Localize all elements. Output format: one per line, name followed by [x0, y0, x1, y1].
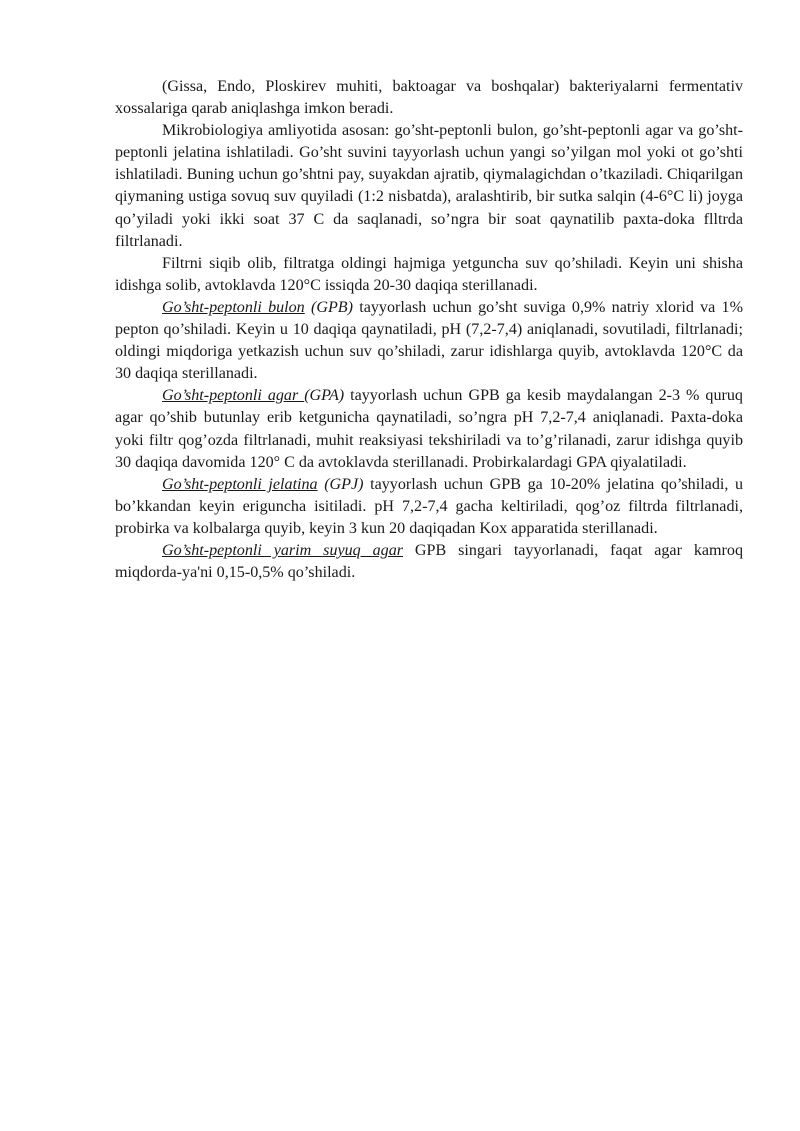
term-gpa: Go’sht-peptonli agar: [162, 387, 305, 405]
paragraph-text: GPB singari tayyorlanadi, faqat agar kamroq miqdorda-ya'ni 0,15-0,5% qo’shiladi.: [115, 541, 743, 582]
paragraph-gpb: [115, 297, 743, 385]
abbr-gpj: (GPJ): [317, 475, 364, 493]
paragraph-gpj: [115, 474, 743, 540]
paragraph-media-differential: [115, 76, 743, 120]
paragraph-text: Filtrni siqib olib, filtratga oldingi hajmiga yetguncha suv qo’shiladi. Keyin uni shisha idishga solib, avtoklavda 120°C issiqda 20-30 daqiqa sterillanadi.: [115, 254, 743, 294]
paragraph-text: tayyorlash uchun go’sht suviga 0,9% natriy xlorid va 1% pepton qo’shiladi. Keyin u 10 daqiqa qaynatiladi, pH (7,2-7,4) aniqlanadi, sovutiladi, filtrlanadi; oldingi miqdoriga yetkazish uchun suv qo’shiladi, zarur idishlarga quyib, avtoklavda 120°C da 30 daqiqa sterillanadi.: [115, 298, 743, 383]
paragraph-filtrate: [115, 253, 743, 297]
paragraph-semi-liquid-agar: [115, 540, 743, 584]
paragraph-text: Mikrobiologiya amliyotida asosan: go’sht-peptonli bulon, go’sht-peptonli agar va go’sht-peptonli jelatina ishlatiladi. Go’sht suvini tayyorlash uchun yangi so’yilgan mol yoki ot go’shti ishlatiladi. Buning uchun go’shtni pay, suyakdan ajratib, qiymalagichdan o’tkaziladi. Chiqarilgan qiymaning ustiga sovuq suv quyiladi (1:2 nisbatda), aralashtirib, bir sutka salqin (4-6°C li) joyga qo’yiladi yoki ikki soat 37 C da saqlanadi, so’ngra bir soat qaynatilib paxta-doka flltrda filtrlanadi.: [115, 122, 743, 250]
abbr-gpa: (GPA): [304, 387, 345, 405]
document-page: [115, 76, 743, 584]
term-gpj: Go’sht-peptonli jelatina: [162, 475, 318, 493]
term-semi-liquid-agar: Go’sht-peptonli yarim suyuq agar: [162, 541, 404, 559]
abbr-gpb: (GPB): [310, 298, 353, 316]
term-gpb: Go’sht-peptonli bulon: [162, 298, 305, 316]
paragraph-text: tayyorlash uchun GPB ga kesib maydalangan 2-3 % quruq agar qo’shib butunlay erib ketgunicha qaynatiladi, so’ngra pH 7,2-7,4 aniqlanadi. Paxta-doka yoki filtr qog’ozda filtrlanadi, muhit reaksiyasi tekshiriladi va to’g’rilanadi, zarur idishga quyib 30 daqiqa davomida 120° C da avtoklavda sterillanadi. Probirkalardagi GPA qiyalatiladi.: [115, 387, 743, 471]
paragraph-gpa: [115, 385, 743, 473]
paragraph-meat-water: [115, 120, 743, 253]
paragraph-text: (Gissa, Endo, Ploskirev muhiti, baktoagar va boshqalar) bakteriyalarni fermentativ xossalariga qarab aniqlashga imkon beradi.: [115, 78, 743, 118]
paragraph-text: tayyorlash uchun GPB ga 10-20% jelatina qo’shiladi, u bo’kkandan keyin eriguncha isitiladi. pH 7,2-7,4 gacha keltiriladi, qog’oz filtrda filtrlanadi, probirka va kolbalarga quyib, keyin 3 kun 20 daqiqadan Kox apparatida sterillanadi.: [115, 475, 743, 537]
